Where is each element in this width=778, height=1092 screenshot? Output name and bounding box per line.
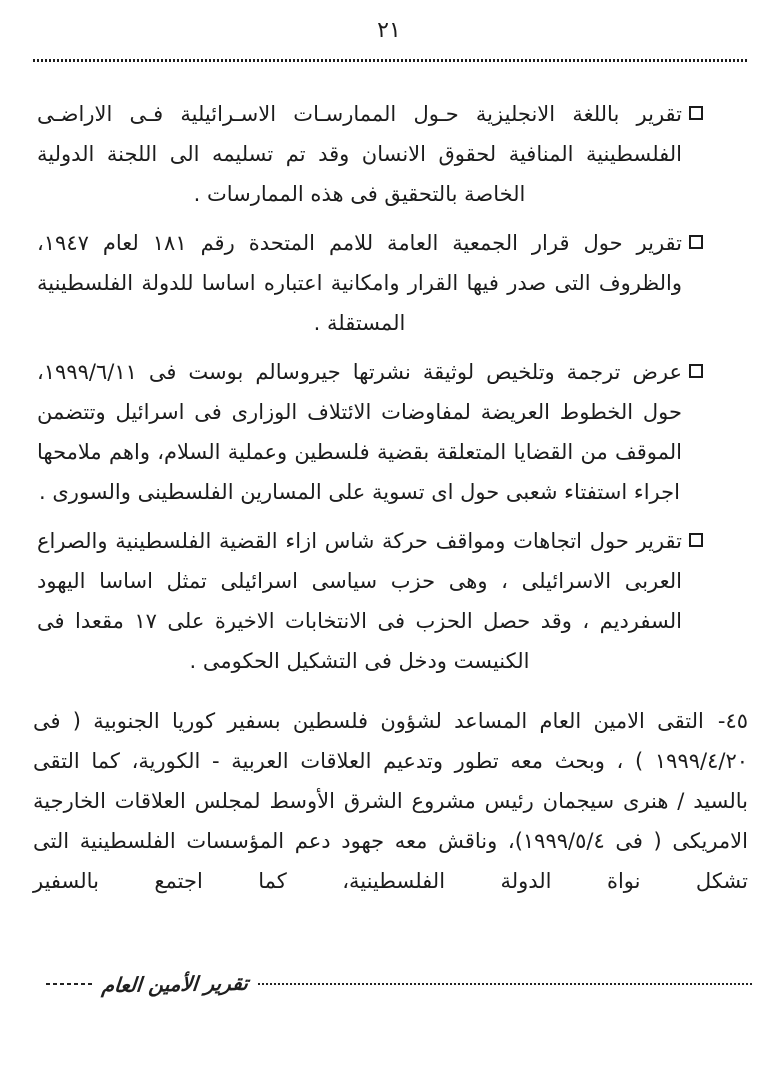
square-bullet-icon: [689, 106, 703, 120]
square-bullet-icon: [689, 533, 703, 547]
footer-signature: تقرير الأمين العام: [100, 970, 250, 998]
bullet-text: عرض ترجمة وتلخيص لوثيقة نشرتها جيروسالم بوست فى ١٩٩٩/٦/١١، حول الخطوط العريضة لمفاوضات الائتلاف الوزارى فى اسرائيل وتتضمن الموقف من القضايا المتعلقة بقضية فلسطين وعملية السلام، واهم ملامحها اجراء استفتاء شعبى حول اى تسوية على المسارين الفلسطينى والسورى .: [37, 360, 682, 504]
footer-rule: [258, 983, 752, 985]
bullet-item: [37, 223, 682, 343]
bullet-text: تقرير حول اتجاهات ومواقف حركة شاس ازاء القضية الفلسطينية والصراع العربى الاسرائيلى ، وهى حزب سياسى اسرائيلى تمثل اساسا اليهود السفرديم ، وقد حصل الحزب فى الانتخابات الاخيرة على ١٧ مقعدا فى الكنيست ودخل فى التشكيل الحكومى .: [37, 529, 682, 673]
bullet-text: تقرير باللغة الانجليزية حـول الممارسـات الاسـرائيلية فـى الاراضـى الفلسطينية المنافية لحقوق الانسان وقد تم تسليمه الى اللجنة الدولية الخاصة بالتحقيق فى هذه الممارسات .: [37, 102, 682, 206]
item-text: التقى الامين العام المساعد لشؤون فلسطين بسفير كوريا الجنوبية ( فى ١٩٩٩/٤/٢٠ ) ، وبحث معه تطور وتدعيم العلاقات العربية - الكورية، كما التقى بالسيد / هنرى سيجمان رئيس مشروع الشرق الأوسط لمجلس العلاقات الخارجية الامريكى ( فى ١٩٩٩/٥/٤)، وناقش معه جهود دعم المؤسسات الفلسطينية التى تشكل نواة الدولة الفلسطينية، كما اجتمع بالسفير: [33, 709, 748, 893]
numbered-paragraph: [33, 701, 748, 901]
item-number: ٤٥-: [717, 709, 748, 733]
square-bullet-icon: [689, 235, 703, 249]
report-body: [33, 94, 748, 901]
footer-dash-rule: [46, 983, 92, 985]
header-rule: [33, 59, 748, 62]
bullet-text: تقرير حول قرار الجمعية العامة للامم المتحدة رقم ١٨١ لعام ١٩٤٧، والظروف التى صدر فيها القرار وامكانية اعتباره اساسا للدولة الفلسطينية المستقلة .: [37, 231, 683, 335]
page-footer: [46, 972, 752, 996]
bullet-item: [37, 352, 682, 512]
bullet-item: [37, 94, 682, 214]
square-bullet-icon: [689, 364, 703, 378]
bullet-item: [37, 521, 682, 681]
page-number: ٢١: [377, 18, 401, 43]
